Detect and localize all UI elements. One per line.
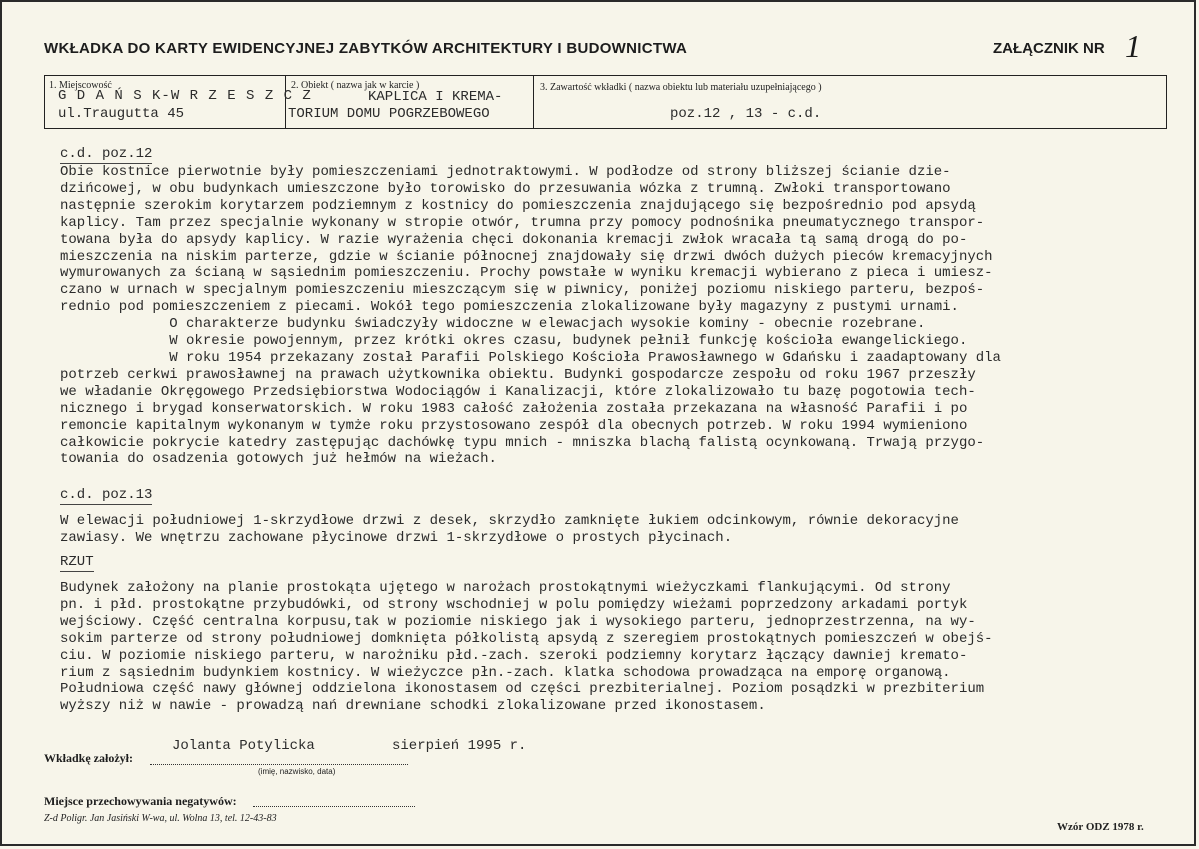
annex-label: ZAŁĄCZNIK NR [993,40,1105,57]
location-value-line1: G D A Ń S K-W R Z E S Z C Z [58,88,312,104]
object-label: 2. Obiekt ( nazwa jak w karcie ) [291,80,420,91]
negatives-label: Miejsce przechowywania negatywów: [44,794,237,808]
object-value-line2: TORIUM DOMU POGRZEBOWEGO [288,106,490,122]
printer-imprint: Z-d Poligr. Jan Jasiński W-wa, ul. Wolna 13, tel. 12-43-83 [44,813,277,824]
object-value-line1: KAPLICA I KREMA- [368,89,503,105]
author-dotted-line [150,764,408,765]
section-heading: RZUT [60,554,94,570]
section-text: W elewacji południowej 1-skrzydłowe drzwi z desek, skrzydło zamknięte łukiem odcinkowym, równie dekoracyjne zawiasy. We wnętrzu zachowane płycinowe drzwi 1-skrzydłowe o prostych płycinach. [60,513,959,546]
contents-value: poz.12 , 13 - c.d. [670,106,822,122]
negatives-dotted-line [253,806,415,807]
section-heading: c.d. poz.12 [60,146,153,162]
author-name: Jolanta Potylicka [172,738,315,754]
form-template-id: Wzór ODZ 1978 r. [1057,821,1144,833]
table-divider [533,75,534,129]
author-caption: (imię, nazwisko, data) [258,767,336,776]
author-date: sierpień 1995 r. [392,738,527,754]
section-heading: c.d. poz.13 [60,487,153,503]
section-text: Budynek założony na planie prostokąta ujętego w narożach prostokątnymi wieżyczkami flankującymi. Od strony pn. i płd. prostokątne przybudówki, od strony wschodniej w polu pomiędzy wieżami poprzedzony arkadami portyk wejściowy. Część centralna korpusu,tak w poziomie niskiego jak i wysokiego parteru, jednoprzestrzenna, na wy- sokim parterze od strony południowej domknięta półkolistą apsydą z szeregiem prostokątnych pomieszczeń w obejś- ciu. W poziomie niskiego parteru, w narożniku płd.-zach. szeroki podziemny korytarz łączący dawniej kremato- rium z sąsiednim budynkiem kostnicy. W wieżyczce płn.-zach. klatka schodowa prowadząca na emporę organową. Południowa część nawy głównej oddzielona ikonostasem od części prezbiterialnej. Poziom posądzki w prezbiterium wyższy niż w nawie - prowadzą nań drewniane schodki zlokalizowane przed ikonostasem. [60,580,993,715]
contents-label: 3. Zawartość wkładki ( nazwa obiektu lub materiału uzupełniającego ) [540,82,822,93]
form-title: WKŁADKA DO KARTY EWIDENCYJNEJ ZABYTKÓW ARCHITEKTURY I BUDOWNICTWA [44,40,688,57]
annex-number: 1 [1125,28,1141,64]
author-label: Wkładkę założył: [44,751,133,765]
location-value-line2: ul.Traugutta 45 [58,106,185,122]
location-label: 1. Miejscowość [49,80,112,91]
section-text: Obie kostnice pierwotnie były pomieszczeniami jednotraktowymi. W podłodze od strony bliższej ścianie dzie- dzińcowej, w obu budynkach umieszczone było torowisko do przesuwania wózka z trumną. Zwłoki transportowano następnie szerokim korytarzem podziemnym z kostnicy do pomieszczenia znajdującego się bezpośrednio pod apsydą kaplicy. Tam przez specjalnie wykonany w stropie otwór, trumna przy pomocy podnośnika pneumatycznego transpor- towana była do apsydy kaplicy. W razie wyrażenia chęci dokonania kremacji zwłok wracała tą samą drogą do po- mieszczenia na niskim parterze, gdzie w ścianie północnej znajdowały się drzwi dwóch dużych pieców kremacyjnych wymurowanych za ścianą w sąsiednim pomieszczeniu. Prochy powstałe w wyniku kremacji wybierano z pieca i umiesz- czano w urnach w specjalnym pomieszczeniu mieszczącym się w piwnicy, poniżej poziomu niskiego parteru, bezpoś- rednio pod pomieszczeniem z piecami. Wokół tego pomieszczenia zlokalizowane były magazyny z pustymi urnami. O charakterze budynku świadczyły widoczne w elewacjach wysokie kominy - obecnie rozebrane. W okresie powojennym, przez krótki okres czasu, budynek pełnił funkcję kościoła ewangelickiego. W roku 1954 przekazany został Parafii Polskiego Kościoła Prawosławnego w Gdańsku i zaadaptowany dla potrzeb cerkwi prawosławnej na prawach użytkownika obiektu. Budynki gospodarcze zespołu od roku 1967 przeszły we władanie Okręgowego Przedsiębiorstwa Wodociągów i Kanalizacji, które zlokalizowało tu bazę pogotowia tech- nicznego i brygad konserwatorskich. W roku 1983 całość założenia została przekazana na własność Parafii i po remoncie kapitalnym wykonanym w tymże roku przystosowano zespół dla obecnych potrzeb. W roku 1994 wymieniono całkowicie pokrycie katedry zastępując dachówkę typu mnich - mniszka blachą falistą ocynkowaną. Trwają przygo- towania do osadzenia gotowych już hełmów na wieżach. [60,164,1001,468]
